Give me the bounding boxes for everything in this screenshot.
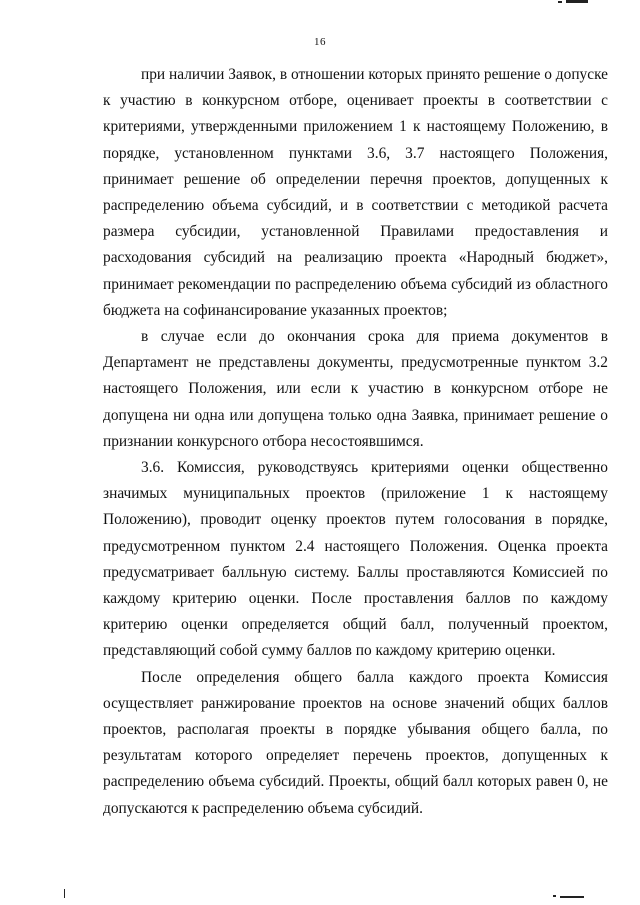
scan-mark-bottom-dots: [553, 895, 556, 897]
paragraph-commission-evaluates: при наличии Заявок, в отношении которых принято решение о допуске к участию в конкурсном отборе, оценивает проекты в соответствии с критериями, утвержденными приложением 1 к настоящему Положению, в порядке, установленном пунктами 3.6, 3.7 настоящего Положения, принимает решение об определении перечня проектов, допущенных к распределению объема субсидий, и в соответствии с методикой расчета размера субсидии, установленной Правилами предоставления и расходования субсидий на реализацию проекта «Народный бюджет», принимает рекомендации по распределению объема субсидий из областного бюджета на софинансирование указанных проектов;: [103, 66, 609, 319]
scan-mark-top: [566, 0, 588, 3]
document-body: [103, 62, 608, 822]
paragraph-3-6-scoring: 3.6. Комиссия, руководствуясь критериями оценки общественно значимых муниципальных проектов (приложение 1 к настоящему Положению), проводит оценку проектов путем голосования в порядке, предусмотренном пунктом 2.4 настоящего Положения. Оценка проекта предусматривает балльную систему. Баллы проставляются Комиссией по каждому критерию оценки. После проставления баллов по каждому критерию оценки определяется общий балл, полученный проектом, представляющий собой сумму баллов по каждому критерию оценки.: [103, 459, 608, 660]
scan-mark-top-dots: [558, 1, 562, 3]
scan-mark-bottom: [560, 896, 584, 898]
paragraph-selection-failed: в случае если до окончания срока для приема документов в Департамент не представлены документы, предусмотренные пунктом 3.2 настоящего Положения, или если к участию в конкурсном отборе не допущена ни одна или допущена только одна Заявка, принимает решение о признании конкурсного отбора несостоявшимся.: [103, 328, 608, 450]
page-number: 16: [314, 36, 326, 48]
paragraph-ranking: После определения общего балла каждого проекта Комиссия осуществляет ранжирование проектов на основе значений общих баллов проектов, располагая проекты в порядке убывания общего балла, по результатам которого определяет перечень проектов, допущенных к распределению объема субсидий. Проекты, общий балл которых равен 0, не допускаются к распределению объема субсидий.: [103, 668, 608, 817]
scan-mark-left: [64, 889, 65, 898]
